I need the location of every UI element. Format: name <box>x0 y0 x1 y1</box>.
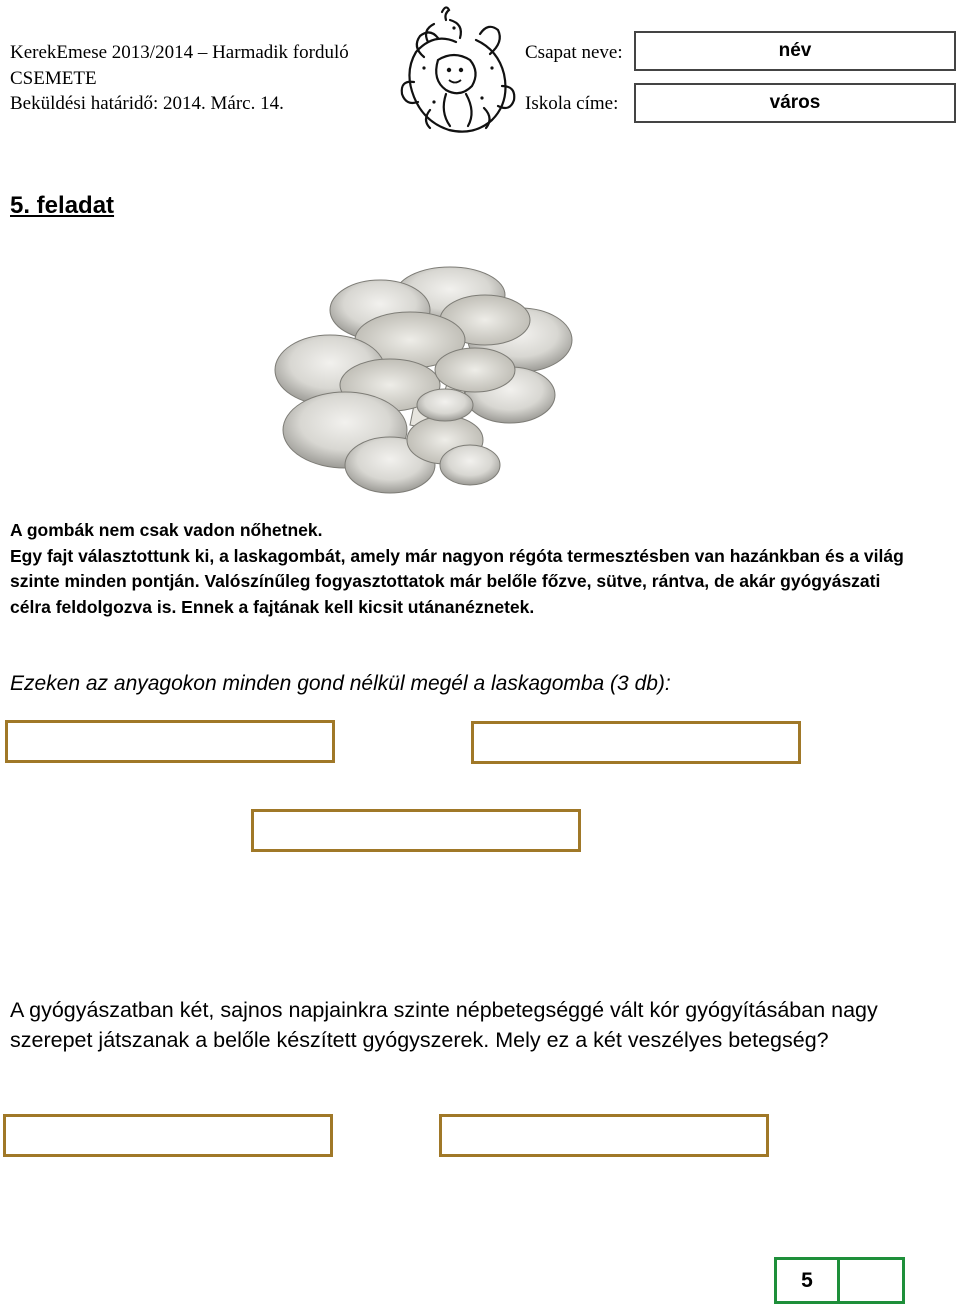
submission-deadline: Beküldési határidő: 2014. Márc. 14. <box>10 93 284 114</box>
intro-paragraph: A gombák nem csak vadon nőhetnek. <box>10 520 323 540</box>
team-name-label: Csapat neve: <box>525 42 623 63</box>
disease-answer-1[interactable] <box>3 1114 333 1157</box>
substrate-answer-3[interactable] <box>251 809 581 852</box>
school-address-value: város <box>769 92 821 113</box>
team-name-value: név <box>778 40 812 61</box>
kerekemese-logo <box>394 2 520 140</box>
question-substrates: Ezeken az anyagokon minden gond nélkül megél a laskagomba (3 db): <box>10 672 671 695</box>
substrate-answer-2[interactable] <box>471 721 801 764</box>
contest-title: KerekEmese 2013/2014 – Harmadik forduló <box>10 42 349 63</box>
task-intro <box>10 518 910 620</box>
task-number: 5 <box>777 1260 840 1301</box>
team-name-field[interactable] <box>634 31 956 71</box>
points-field[interactable] <box>840 1260 902 1301</box>
substrate-answer-1[interactable] <box>5 720 335 763</box>
oyster-mushroom-image <box>270 255 580 500</box>
question-diseases: A gyógyászatban két, sajnos napjainkra szinte népbetegséggé vált kór gyógyításában nagy szerepet játszanak a belőle készített gyógyszerek. Mely ez a két veszélyes betegség? <box>10 998 878 1052</box>
school-address-label: Iskola címe: <box>525 93 619 114</box>
school-address-field[interactable] <box>634 83 956 123</box>
team-category: CSEMETE <box>10 68 97 89</box>
disease-answer-2[interactable] <box>439 1114 769 1157</box>
score-box <box>774 1257 905 1304</box>
intro-paragraph: Egy fajt választottunk ki, a laskagombát, amely már nagyon régóta termesztésben van hazánkban és a világ szinte minden pontján. Valószínűleg fogyasztottatok már belőle főzve, sütve, rántva, de akár gyógyászati célra feldolgozva is. Ennek a fajtának kell kicsit utánanéznetek. <box>10 545 904 617</box>
task-title: 5. feladat <box>10 192 115 219</box>
